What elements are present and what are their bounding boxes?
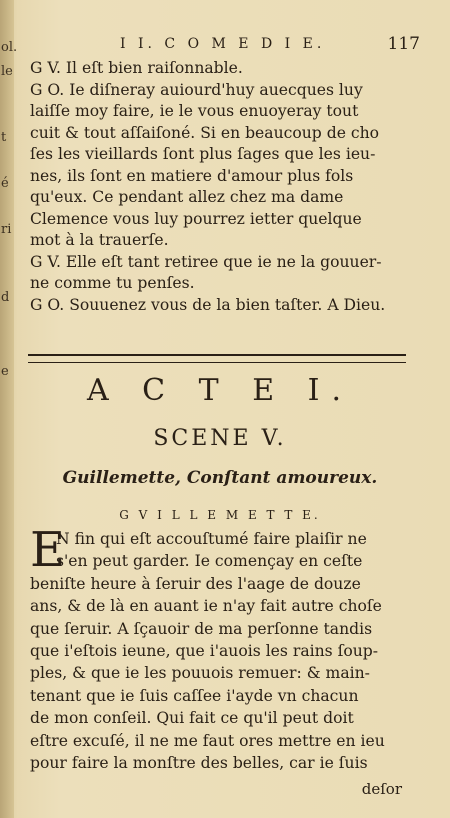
- text-line: ne comme tu penſes.: [30, 274, 195, 292]
- text-line: nes, ils ſont en matiere d'amour plus fols: [30, 166, 354, 185]
- drop-cap: E: [30, 522, 66, 578]
- binding-gutter: [0, 0, 18, 818]
- running-title: I I. C O M E D I E.: [120, 36, 326, 52]
- text-line: pour faire la monſtre des belles, car ie ſuis: [30, 754, 368, 773]
- gutter-mark: d: [1, 290, 10, 305]
- text-line: ples, & que ie les pouuois remuer: & main-: [30, 664, 370, 683]
- text-line: que i'eſtois ieune, que i'auois les rains ſoup-: [30, 642, 379, 661]
- text-line: G V. Il eſt bien raiſonnable.: [30, 59, 243, 77]
- ornamental-rule: [28, 354, 406, 363]
- text-line: qu'eux. Ce pendant allez chez ma dame: [30, 188, 344, 206]
- text-line: Clemence vous luy pourrez ietter quelque: [30, 209, 362, 228]
- text-line: N fin qui eſt accouſtumé faire plaiſir ne: [56, 530, 367, 548]
- catchword: deſor: [361, 780, 402, 798]
- gutter-mark: é: [1, 176, 9, 191]
- scene-title: SCENE V.: [153, 426, 287, 451]
- text-line: ans, & de là en auant ie n'ay fait autre choſe: [30, 597, 382, 616]
- character-list: Guillemette, Conſtant amoureux.: [62, 468, 378, 488]
- speaker-name: G V I L L E M E T T E.: [119, 508, 321, 522]
- text-line: G V. Elle eſt tant retiree que ie ne la gouuer-: [30, 252, 382, 271]
- gutter-mark: ri: [1, 222, 12, 237]
- text-line: que ſeruir. A ſçauoir de ma perſonne tandis: [30, 619, 373, 638]
- gutter-mark: le: [1, 64, 13, 79]
- text-line: G O. Ie diſneray auiourd'huy auecques luy: [30, 80, 363, 99]
- text-line: eſtre excuſé, il ne me faut ores mettre en ieu: [30, 731, 385, 750]
- scene-body: [30, 522, 410, 774]
- gutter-mark: t: [1, 130, 7, 145]
- text-line: ſes les vieillards ſont plus ſages que les ieu-: [30, 145, 376, 163]
- text-line: laiſſe moy faire, ie le vous enuoyeray tout: [30, 102, 359, 120]
- gutter-mark: e: [1, 364, 9, 379]
- text-line: cuit & tout aſſaiſoné. Si en beaucoup de cho: [30, 123, 380, 142]
- text-line: s'en peut garder. Ie començay en ceſte: [56, 552, 363, 571]
- text-line: de mon conſeil. Qui fait ce qu'il peut doit: [30, 709, 354, 728]
- text-line: tenant que ie ſuis caſſee i'ayde vn chacun: [30, 686, 359, 705]
- gutter-mark: ol.: [1, 40, 18, 55]
- act-title: A C T E I.: [86, 373, 354, 408]
- dialogue-top: [30, 58, 410, 316]
- text-line: G O. Souuenez vous de la bien taſter. A Dieu.: [30, 295, 386, 314]
- page-number: 117: [387, 34, 420, 54]
- text-line: beniſte heure à ſeruir des l'aage de douze: [30, 574, 361, 593]
- text-line: mot à la trauerſe.: [30, 231, 169, 249]
- running-header: [120, 36, 420, 52]
